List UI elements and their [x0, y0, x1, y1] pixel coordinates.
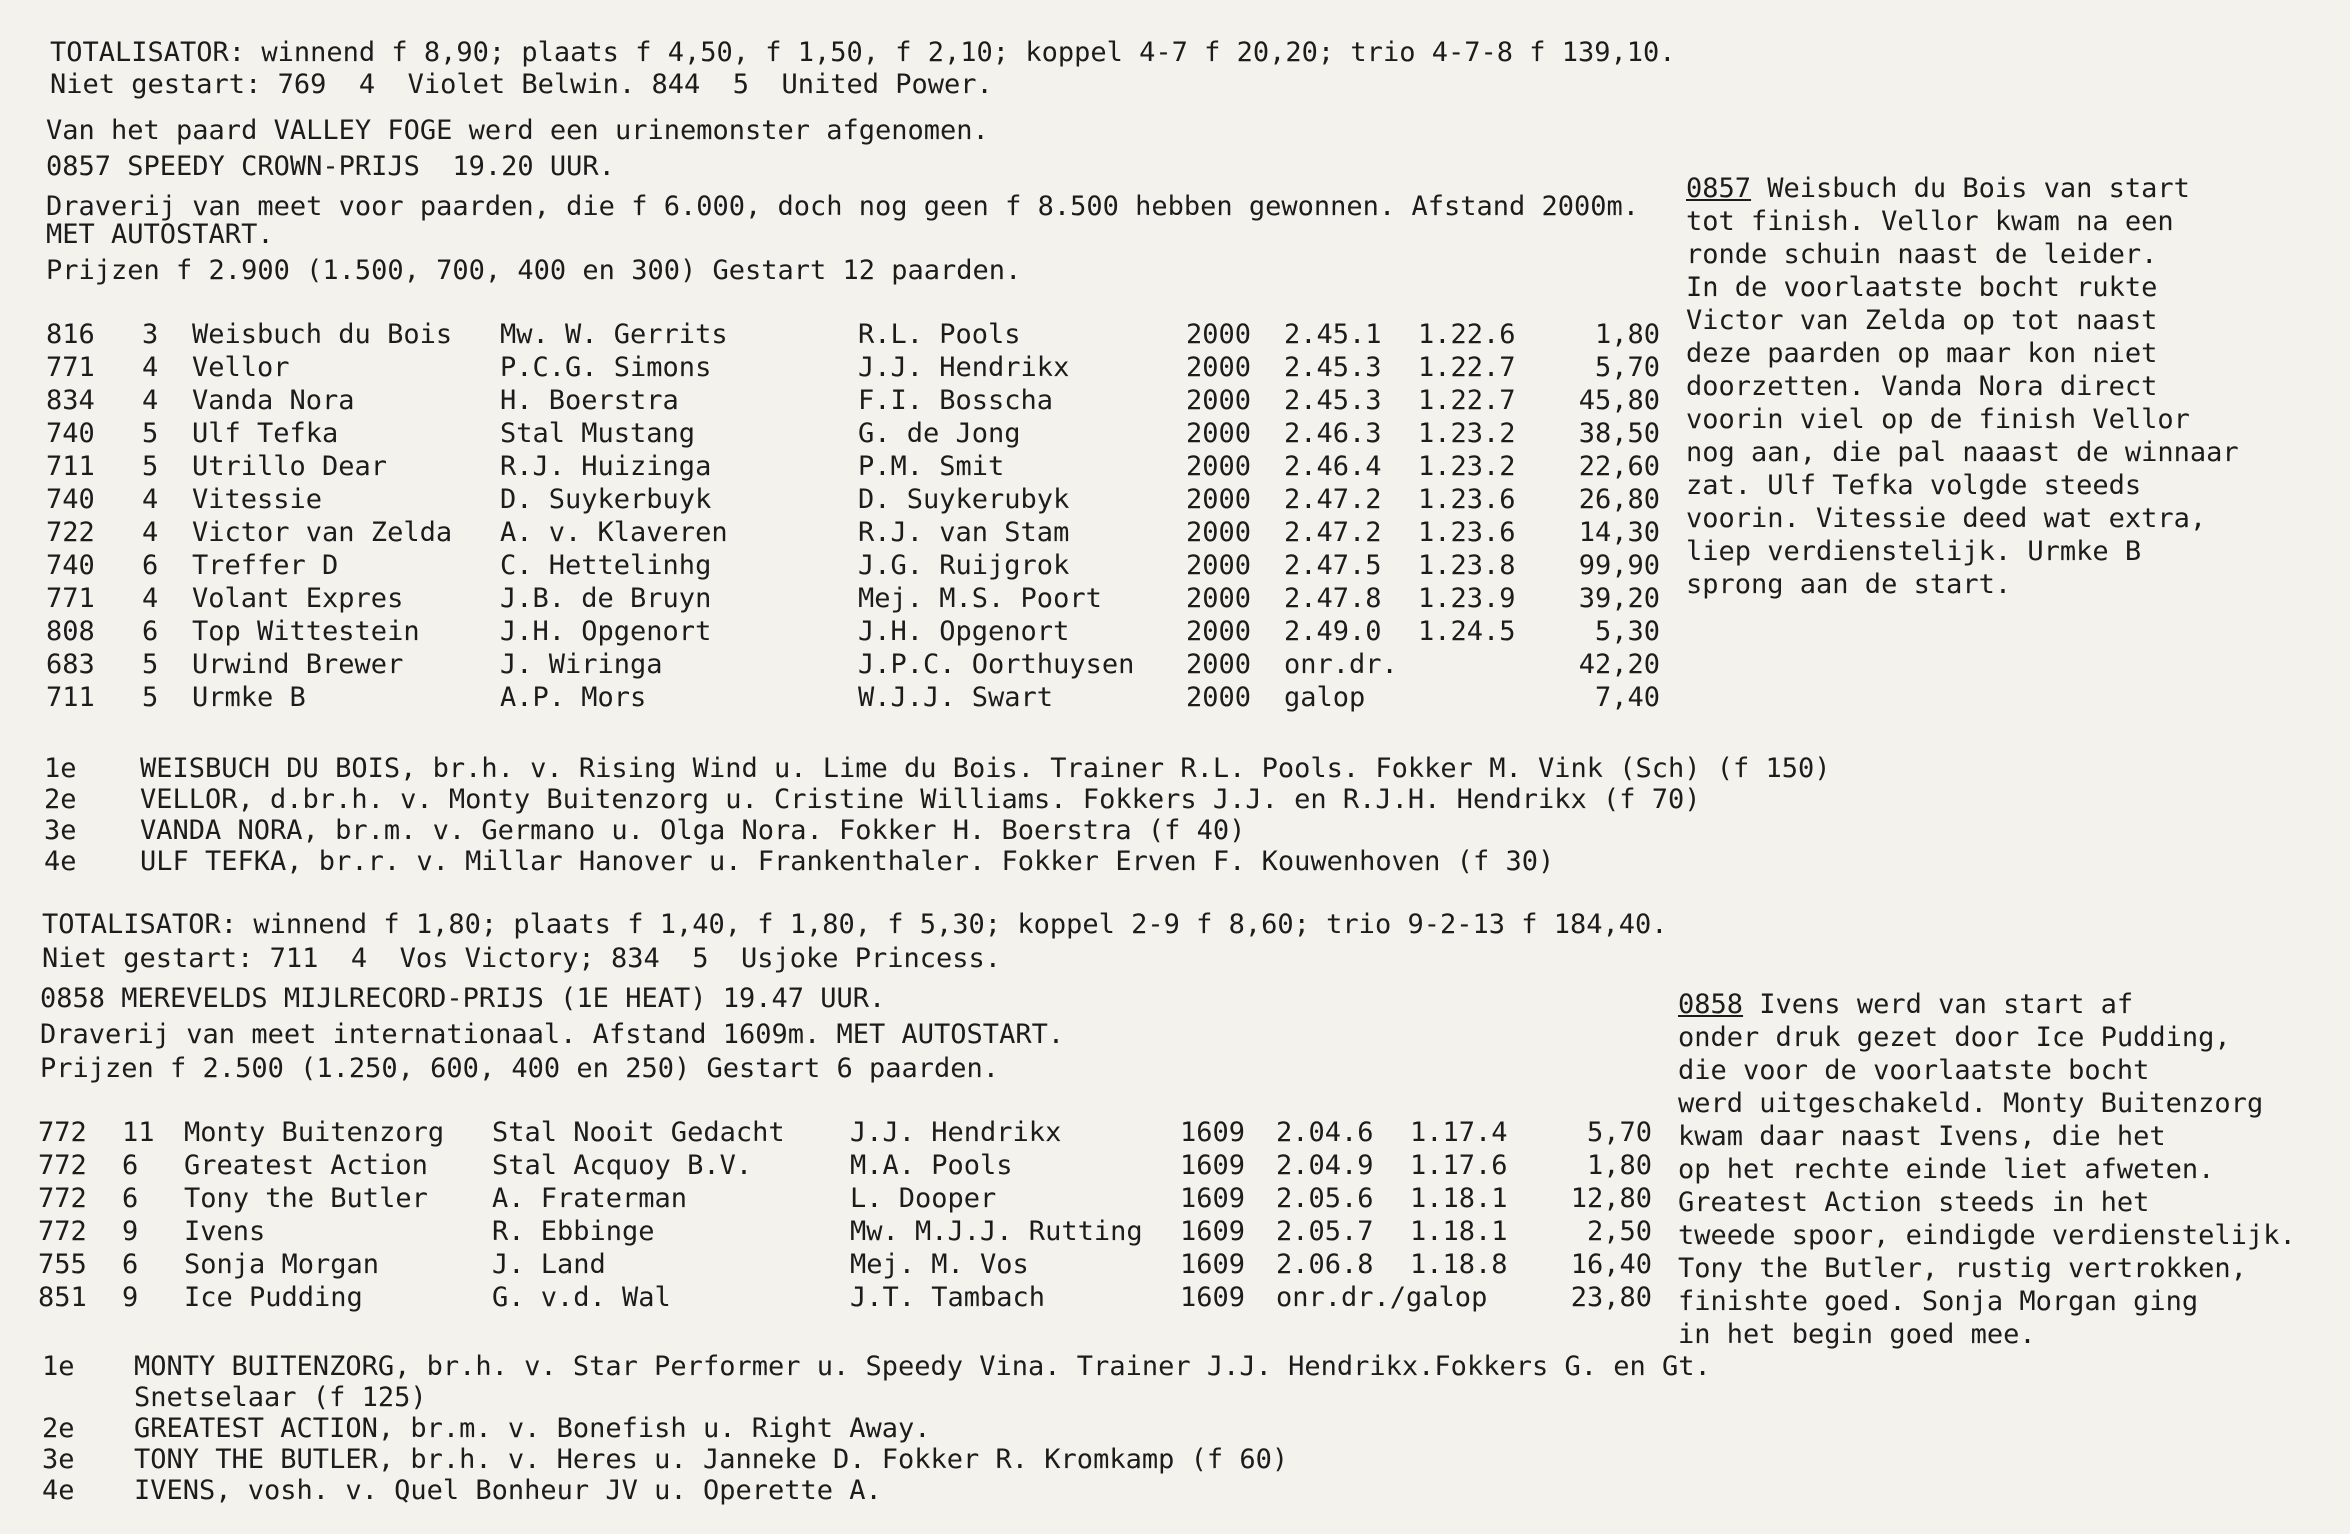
row-0858-km: 1.18.8	[1410, 1249, 1508, 1280]
commentary-line: deze paarden op maar kon niet	[1686, 338, 2158, 369]
row-0857-time: 2.45.3	[1284, 385, 1382, 416]
row-0858-km: 1.18.1	[1410, 1216, 1508, 1247]
row-0857-dist: 2000	[1186, 649, 1252, 680]
commentary-first-line: Ivens werd van start af	[1743, 989, 2134, 1020]
row-0857-km: 1.23.8	[1418, 550, 1516, 581]
row-0857-pos: 3	[142, 319, 159, 350]
place-0858-rank: 3e	[42, 1444, 75, 1475]
row-0858-no: 772	[38, 1117, 87, 1148]
row-0857-time: 2.47.2	[1284, 517, 1382, 548]
row-0857-time: 2.49.0	[1284, 616, 1382, 647]
row-0858-driver: L. Dooper	[850, 1183, 997, 1214]
commentary-line: op het rechte einde liet afweten.	[1678, 1154, 2215, 1185]
commentary-line: kwam daar naast Ivens, die het	[1678, 1121, 2166, 1152]
row-0857-no: 771	[46, 352, 95, 383]
row-0858-dist: 1609	[1180, 1249, 1246, 1280]
row-0857-dist: 2000	[1186, 583, 1252, 614]
row-0857-horse: Vellor	[192, 352, 290, 383]
race-0858-desc: Draverij van meet internationaal. Afstand 1609m. MET AUTOSTART.	[40, 1019, 1065, 1050]
row-0857-owner: D. Suykerbuyk	[500, 484, 712, 515]
row-0858-odds: 1,80	[1586, 1150, 1652, 1181]
row-0857-odds: 22,60	[1578, 451, 1660, 482]
row-0857-time: 2.45.3	[1284, 352, 1382, 383]
row-0858-pos: 6	[122, 1150, 139, 1181]
row-0857-pos: 5	[142, 682, 159, 713]
row-0857-km: 1.23.6	[1418, 517, 1516, 548]
row-0857-time: 2.45.1	[1284, 319, 1382, 350]
row-0858-no: 851	[38, 1282, 87, 1313]
row-0857-owner: R.J. Huizinga	[500, 451, 712, 482]
row-0858-driver: J.T. Tambach	[850, 1282, 1046, 1313]
row-0857-time: 2.46.3	[1284, 418, 1382, 449]
row-0857-dist: 2000	[1186, 550, 1252, 581]
place-0857-rank: 2e	[44, 784, 77, 815]
row-0857-horse: Victor van Zelda	[192, 517, 453, 548]
row-0857-km: 1.22.7	[1418, 385, 1516, 416]
row-0857-pos: 6	[142, 550, 159, 581]
row-0858-odds: 2,50	[1586, 1216, 1652, 1247]
row-0858-owner: Stal Acquoy B.V.	[492, 1150, 753, 1181]
row-0857-no: 711	[46, 682, 95, 713]
intro-not-started: Niet gestart: 769 4 Violet Belwin. 844 5 United Power.	[50, 69, 993, 100]
commentary-race-number: 0858	[1678, 989, 1744, 1020]
row-0858-horse: Sonja Morgan	[184, 1249, 380, 1280]
row-0857-horse: Utrillo Dear	[192, 451, 388, 482]
row-0858-pos: 9	[122, 1282, 139, 1313]
row-0857-horse: Urwind Brewer	[192, 649, 404, 680]
commentary-line: In de voorlaatste bocht rukte	[1686, 272, 2158, 303]
commentary-line: sprong aan de start.	[1686, 569, 2012, 600]
row-0857-pos: 5	[142, 649, 159, 680]
commentary-0858	[1678, 988, 2296, 1351]
row-0858-dist: 1609	[1180, 1216, 1246, 1247]
row-0857-km: 1.24.5	[1418, 616, 1516, 647]
commentary-line: die voor de voorlaatste bocht	[1678, 1055, 2150, 1086]
race-0858-prizes: Prijzen f 2.500 (1.250, 600, 400 en 250) Gestart 6 paarden.	[40, 1053, 1000, 1084]
row-0858-odds: 23,80	[1570, 1282, 1652, 1313]
commentary-line: doorzetten. Vanda Nora direct	[1686, 371, 2158, 402]
place-0858-text: MONTY BUITENZORG, br.h. v. Star Performer u. Speedy Vina. Trainer J.J. Hendrikx.Fokkers G. en Gt.	[134, 1351, 1711, 1382]
row-0857-no: 771	[46, 583, 95, 614]
commentary-line: nog aan, die pal naaast de winnaar	[1686, 437, 2239, 468]
place-0857-text: ULF TEFKA, br.r. v. Millar Hanover u. Frankenthaler. Fokker Erven F. Kouwenhoven (f 30)	[140, 846, 1555, 877]
row-0858-driver: Mej. M. Vos	[850, 1249, 1029, 1280]
row-0857-driver: R.L. Pools	[858, 319, 1021, 350]
row-0857-dist: 2000	[1186, 517, 1252, 548]
row-0857-pos: 4	[142, 517, 159, 548]
row-0858-owner: Stal Nooit Gedacht	[492, 1117, 785, 1148]
row-0858-dist: 1609	[1180, 1117, 1246, 1148]
row-0857-odds: 38,50	[1578, 418, 1660, 449]
row-0857-driver: G. de Jong	[858, 418, 1021, 449]
row-0857-time: onr.dr.	[1284, 649, 1398, 680]
place-0858-rank: 2e	[42, 1413, 75, 1444]
commentary-line: liep verdienstelijk. Urmke B	[1686, 536, 2142, 567]
row-0857-pos: 5	[142, 451, 159, 482]
row-0858-owner: G. v.d. Wal	[492, 1282, 671, 1313]
row-0857-no: 683	[46, 649, 95, 680]
row-0857-driver: Mej. M.S. Poort	[858, 583, 1102, 614]
race-0857-autostart: MET AUTOSTART.	[46, 219, 274, 250]
row-0857-driver: P.M. Smit	[858, 451, 1005, 482]
row-0857-dist: 2000	[1186, 418, 1252, 449]
row-0858-dist: 1609	[1180, 1150, 1246, 1181]
row-0857-pos: 5	[142, 418, 159, 449]
row-0857-horse: Weisbuch du Bois	[192, 319, 453, 350]
place-0857-text: WEISBUCH DU BOIS, br.h. v. Rising Wind u. Lime du Bois. Trainer R.L. Pools. Fokker M. Vink (Sch) (f 150)	[140, 753, 1831, 784]
row-0857-time: galop	[1284, 682, 1366, 713]
place-0857-rank: 3e	[44, 815, 77, 846]
row-0857-horse: Volant Expres	[192, 583, 404, 614]
place-0857-text: VELLOR, d.br.h. v. Monty Buitenzorg u. Cristine Williams. Fokkers J.J. en R.J.H. Hendrikx (f 70)	[140, 784, 1701, 815]
row-0858-driver: M.A. Pools	[850, 1150, 1013, 1181]
row-0858-odds: 16,40	[1570, 1249, 1652, 1280]
race-0858-title: 0858 MEREVELDS MIJLRECORD-PRIJS (1E HEAT) 19.47 UUR.	[40, 983, 886, 1014]
row-0857-km: 1.22.7	[1418, 352, 1516, 383]
row-0857-no: 740	[46, 484, 95, 515]
row-0858-pos: 11	[122, 1117, 155, 1148]
commentary-line: voorin. Vitessie deed wat extra,	[1686, 503, 2207, 534]
row-0857-no: 711	[46, 451, 95, 482]
row-0857-dist: 2000	[1186, 352, 1252, 383]
row-0858-odds: 12,80	[1570, 1183, 1652, 1214]
commentary-line: Tony the Butler, rustig vertrokken,	[1678, 1253, 2247, 1284]
row-0857-owner: A.P. Mors	[500, 682, 647, 713]
row-0857-pos: 4	[142, 484, 159, 515]
commentary-line: ronde schuin naast de leider.	[1686, 239, 2158, 270]
row-0857-dist: 2000	[1186, 682, 1252, 713]
row-0857-odds: 5,70	[1594, 352, 1660, 383]
row-0857-owner: C. Hettelinhg	[500, 550, 712, 581]
commentary-line: werd uitgeschakeld. Monty Buitenzorg	[1678, 1088, 2264, 1119]
row-0857-no: 722	[46, 517, 95, 548]
row-0858-driver: J.J. Hendrikx	[850, 1117, 1062, 1148]
row-0857-horse: Vitessie	[192, 484, 323, 515]
row-0857-odds: 14,30	[1578, 517, 1660, 548]
row-0857-dist: 2000	[1186, 385, 1252, 416]
place-0858-rank: 4e	[42, 1475, 75, 1506]
row-0857-pos: 6	[142, 616, 159, 647]
row-0857-owner: Mw. W. Gerrits	[500, 319, 728, 350]
commentary-0857	[1686, 172, 2239, 601]
commentary-race-number: 0857	[1686, 173, 1752, 204]
place-0858-text: IVENS, vosh. v. Quel Bonheur JV u. Operette A.	[134, 1475, 882, 1506]
row-0858-pos: 6	[122, 1183, 139, 1214]
row-0858-horse: Tony the Butler	[184, 1183, 428, 1214]
race-0857-not-started: Niet gestart: 711 4 Vos Victory; 834 5 Usjoke Princess.	[42, 943, 1002, 974]
race-0857-prizes: Prijzen f 2.900 (1.500, 700, 400 en 300) Gestart 12 paarden.	[46, 255, 1022, 286]
row-0858-no: 772	[38, 1216, 87, 1247]
row-0857-horse: Vanda Nora	[192, 385, 355, 416]
row-0857-dist: 2000	[1186, 616, 1252, 647]
row-0858-km: 1.17.4	[1410, 1117, 1508, 1148]
row-0857-odds: 99,90	[1578, 550, 1660, 581]
row-0857-owner: J.B. de Bruyn	[500, 583, 712, 614]
row-0857-owner: J. Wiringa	[500, 649, 663, 680]
row-0858-time: 2.04.9	[1276, 1150, 1374, 1181]
row-0857-no: 816	[46, 319, 95, 350]
row-0857-odds: 45,80	[1578, 385, 1660, 416]
row-0858-driver: Mw. M.J.J. Rutting	[850, 1216, 1143, 1247]
row-0857-driver: D. Suykerubyk	[858, 484, 1070, 515]
row-0857-driver: J.P.C. Oorthuysen	[858, 649, 1135, 680]
row-0857-km: 1.23.2	[1418, 418, 1516, 449]
row-0857-no: 740	[46, 418, 95, 449]
row-0858-time: 2.05.7	[1276, 1216, 1374, 1247]
row-0857-owner: J.H. Opgenort	[500, 616, 712, 647]
row-0857-odds: 5,30	[1594, 616, 1660, 647]
commentary-line: tot finish. Vellor kwam na een	[1686, 206, 2174, 237]
row-0858-horse: Ivens	[184, 1216, 266, 1247]
row-0857-time: 2.46.4	[1284, 451, 1382, 482]
row-0857-odds: 39,20	[1578, 583, 1660, 614]
row-0857-owner: A. v. Klaveren	[500, 517, 728, 548]
place-0858-rank: 1e	[42, 1351, 75, 1382]
row-0857-driver: W.J.J. Swart	[858, 682, 1054, 713]
row-0858-no: 772	[38, 1150, 87, 1181]
commentary-line: onder druk gezet door Ice Pudding,	[1678, 1022, 2231, 1053]
place-0857-text: VANDA NORA, br.m. v. Germano u. Olga Nora. Fokker H. Boerstra (f 40)	[140, 815, 1246, 846]
intro-urine-note: Van het paard VALLEY FOGE werd een urinemonster afgenomen.	[46, 115, 989, 146]
row-0857-no: 808	[46, 616, 95, 647]
row-0857-odds: 7,40	[1594, 682, 1660, 713]
commentary-line: Victor van Zelda op tot naast	[1686, 305, 2158, 336]
commentary-line: in het begin goed mee.	[1678, 1319, 2036, 1350]
intro-tote: TOTALISATOR: winnend f 8,90; plaats f 4,50, f 1,50, f 2,10; koppel 4-7 f 20,20; trio 4-7-8 f 139,10.	[50, 37, 1676, 68]
place-0858-text: Snetselaar (f 125)	[134, 1382, 427, 1413]
row-0857-driver: F.I. Bosscha	[858, 385, 1054, 416]
row-0857-km: 1.23.6	[1418, 484, 1516, 515]
row-0857-driver: R.J. van Stam	[858, 517, 1070, 548]
row-0857-driver: J.J. Hendrikx	[858, 352, 1070, 383]
row-0857-owner: P.C.G. Simons	[500, 352, 712, 383]
row-0858-time: 2.04.6	[1276, 1117, 1374, 1148]
row-0858-time: 2.05.6	[1276, 1183, 1374, 1214]
commentary-first-line: Weisbuch du Bois van start	[1751, 173, 2190, 204]
row-0857-km: 1.22.6	[1418, 319, 1516, 350]
row-0857-no: 740	[46, 550, 95, 581]
commentary-line: finishte goed. Sonja Morgan ging	[1678, 1286, 2199, 1317]
row-0858-no: 772	[38, 1183, 87, 1214]
commentary-line: zat. Ulf Tefka volgde steeds	[1686, 470, 2142, 501]
row-0857-time: 2.47.5	[1284, 550, 1382, 581]
row-0857-pos: 4	[142, 583, 159, 614]
row-0857-no: 834	[46, 385, 95, 416]
row-0858-dist: 1609	[1180, 1282, 1246, 1313]
row-0858-time: onr.dr./galop	[1276, 1282, 1488, 1313]
row-0858-owner: R. Ebbinge	[492, 1216, 655, 1247]
place-0858-text: TONY THE BUTLER, br.h. v. Heres u. Janneke D. Fokker R. Kromkamp (f 60)	[134, 1444, 1289, 1475]
row-0858-pos: 6	[122, 1249, 139, 1280]
row-0858-horse: Ice Pudding	[184, 1282, 363, 1313]
place-0857-rank: 1e	[44, 753, 77, 784]
row-0858-horse: Greatest Action	[184, 1150, 428, 1181]
row-0857-odds: 26,80	[1578, 484, 1660, 515]
race-0857-desc: Draverij van meet voor paarden, die f 6.000, doch nog geen f 8.500 hebben gewonnen. Afstand 2000m.	[46, 191, 1640, 222]
row-0857-odds: 42,20	[1578, 649, 1660, 680]
row-0858-no: 755	[38, 1249, 87, 1280]
place-0858-text: GREATEST ACTION, br.m. v. Bonefish u. Right Away.	[134, 1413, 931, 1444]
row-0857-dist: 2000	[1186, 484, 1252, 515]
row-0857-driver: J.G. Ruijgrok	[858, 550, 1070, 581]
row-0858-horse: Monty Buitenzorg	[184, 1117, 445, 1148]
row-0858-owner: A. Fraterman	[492, 1183, 688, 1214]
race-0857-title: 0857 SPEEDY CROWN-PRIJS 19.20 UUR.	[46, 151, 615, 182]
row-0858-owner: J. Land	[492, 1249, 606, 1280]
row-0858-pos: 9	[122, 1216, 139, 1247]
row-0858-km: 1.18.1	[1410, 1183, 1508, 1214]
row-0857-horse: Ulf Tefka	[192, 418, 339, 449]
row-0858-odds: 5,70	[1586, 1117, 1652, 1148]
row-0857-pos: 4	[142, 352, 159, 383]
row-0857-odds: 1,80	[1594, 319, 1660, 350]
row-0857-owner: H. Boerstra	[500, 385, 679, 416]
row-0857-km: 1.23.9	[1418, 583, 1516, 614]
row-0858-dist: 1609	[1180, 1183, 1246, 1214]
row-0857-driver: J.H. Opgenort	[858, 616, 1070, 647]
row-0858-time: 2.06.8	[1276, 1249, 1374, 1280]
row-0857-time: 2.47.2	[1284, 484, 1382, 515]
row-0857-dist: 2000	[1186, 319, 1252, 350]
row-0857-horse: Top Wittestein	[192, 616, 420, 647]
row-0857-pos: 4	[142, 385, 159, 416]
row-0857-owner: Stal Mustang	[500, 418, 696, 449]
row-0857-horse: Urmke B	[192, 682, 306, 713]
commentary-line: voorin viel op de finish Vellor	[1686, 404, 2190, 435]
row-0857-time: 2.47.8	[1284, 583, 1382, 614]
row-0857-horse: Treffer D	[192, 550, 339, 581]
commentary-line: tweede spoor, eindigde verdienstelijk.	[1678, 1220, 2296, 1251]
row-0857-km: 1.23.2	[1418, 451, 1516, 482]
place-0857-rank: 4e	[44, 846, 77, 877]
row-0857-dist: 2000	[1186, 451, 1252, 482]
commentary-line: Greatest Action steeds in het	[1678, 1187, 2150, 1218]
race-0857-tote: TOTALISATOR: winnend f 1,80; plaats f 1,40, f 1,80, f 5,30; koppel 2-9 f 8,60; trio 9-2-13 f 184,40.	[42, 909, 1668, 940]
row-0858-km: 1.17.6	[1410, 1150, 1508, 1181]
